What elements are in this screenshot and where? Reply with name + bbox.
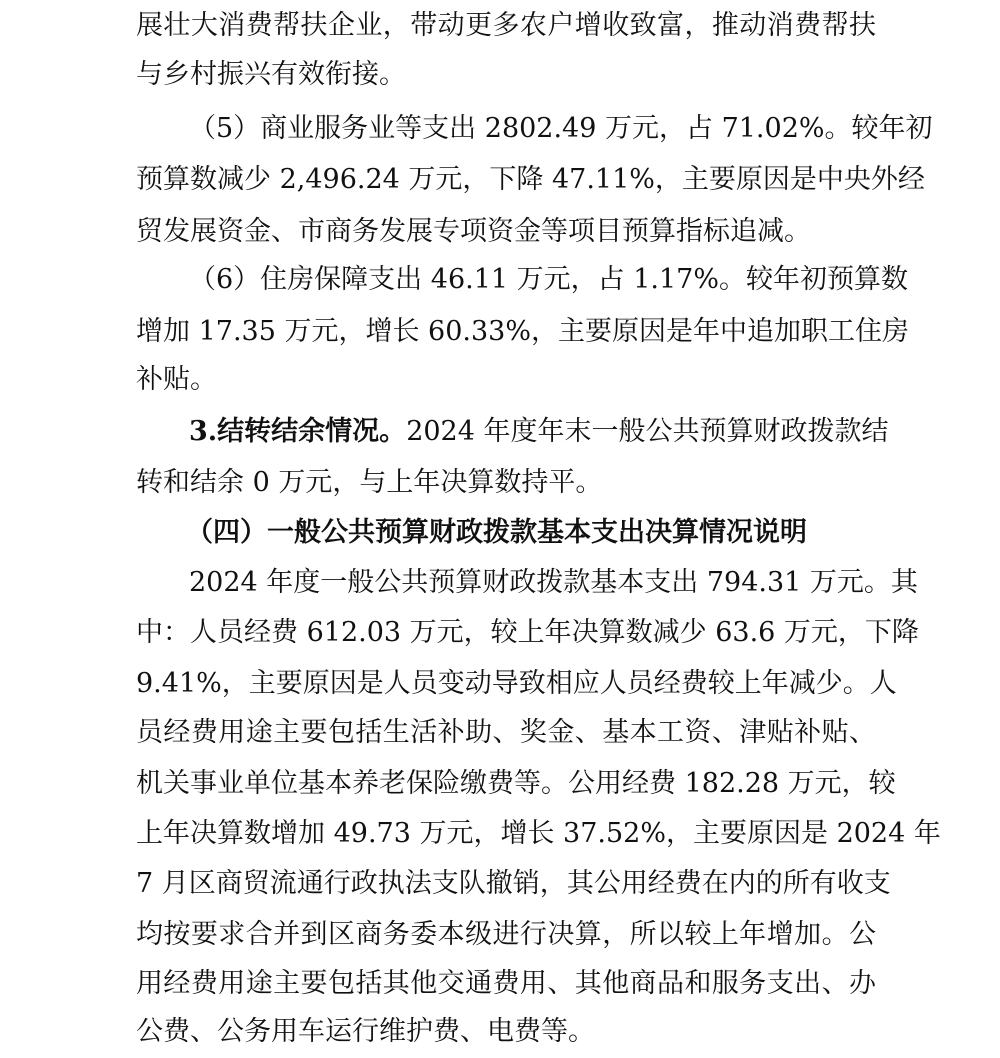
section-4-line: 7 月区商贸流通行政执法支队撤销，其公用经费在内的所有收支 [136,868,891,899]
section-3-first-line [189,406,889,458]
item-5-line: 贸发展资金、市商务发展专项资金等项目预算指标追减。 [136,216,811,247]
paragraph-line: 展壮大消费帮扶企业，带动更多农户增收致富，推动消费帮扶 [136,10,876,41]
item-6-line: 补贴。 [136,364,217,395]
section-3-line: 转和结余 0 万元，与上年决算数持平。 [136,467,603,498]
item-5-line: （5）商业服务业等支出 2802.49 万元，占 71.02%。较年初 [189,113,933,144]
section-4-line: 中：人员经费 612.03 万元，较上年决算数减少 63.6 万元，下降 [136,617,919,648]
paragraph-line: 与乡村振兴有效衔接。 [136,59,406,90]
item-6-line: 增加 17.35 万元，增长 60.33%，主要原因是年中追加职工住房 [136,316,909,347]
section-3-heading: 3.结转结余情况。 [189,416,407,447]
section-4-line: 2024 年度一般公共预算财政拨款基本支出 794.31 万元。其 [189,567,918,598]
section-4-line: 员经费用途主要包括生活补助、奖金、基本工资、津贴补贴、 [136,717,876,748]
section-4-line: 上年决算数增加 49.73 万元，增长 37.52%，主要原因是 2024 年 [136,818,941,849]
item-5-line: 预算数减少 2,496.24 万元，下降 47.11%，主要原因是中央外经 [136,164,925,195]
item-6-line: （6）住房保障支出 46.11 万元，占 1.17%。较年初预算数 [189,264,908,295]
section-4-line: 9.41%，主要原因是人员变动导致相应人员经费较上年减少。人 [136,668,897,699]
section-4-line: 机关事业单位基本养老保险缴费等。公用经费 182.28 万元，较 [136,768,896,799]
section-4-line: 公费、公务用车运行维护费、电费等。 [136,1016,595,1047]
section-4-line: 用经费用途主要包括其他交通费用、其他商品和服务支出、办 [136,968,876,999]
section-4-heading: （四）一般公共预算财政拨款基本支出决算情况说明 [186,517,807,548]
section-4-line: 均按要求合并到区商务委本级进行决算，所以较上年增加。公 [136,919,876,950]
section-3-text: 2024 年度年末一般公共预算财政拨款结 [406,416,889,447]
